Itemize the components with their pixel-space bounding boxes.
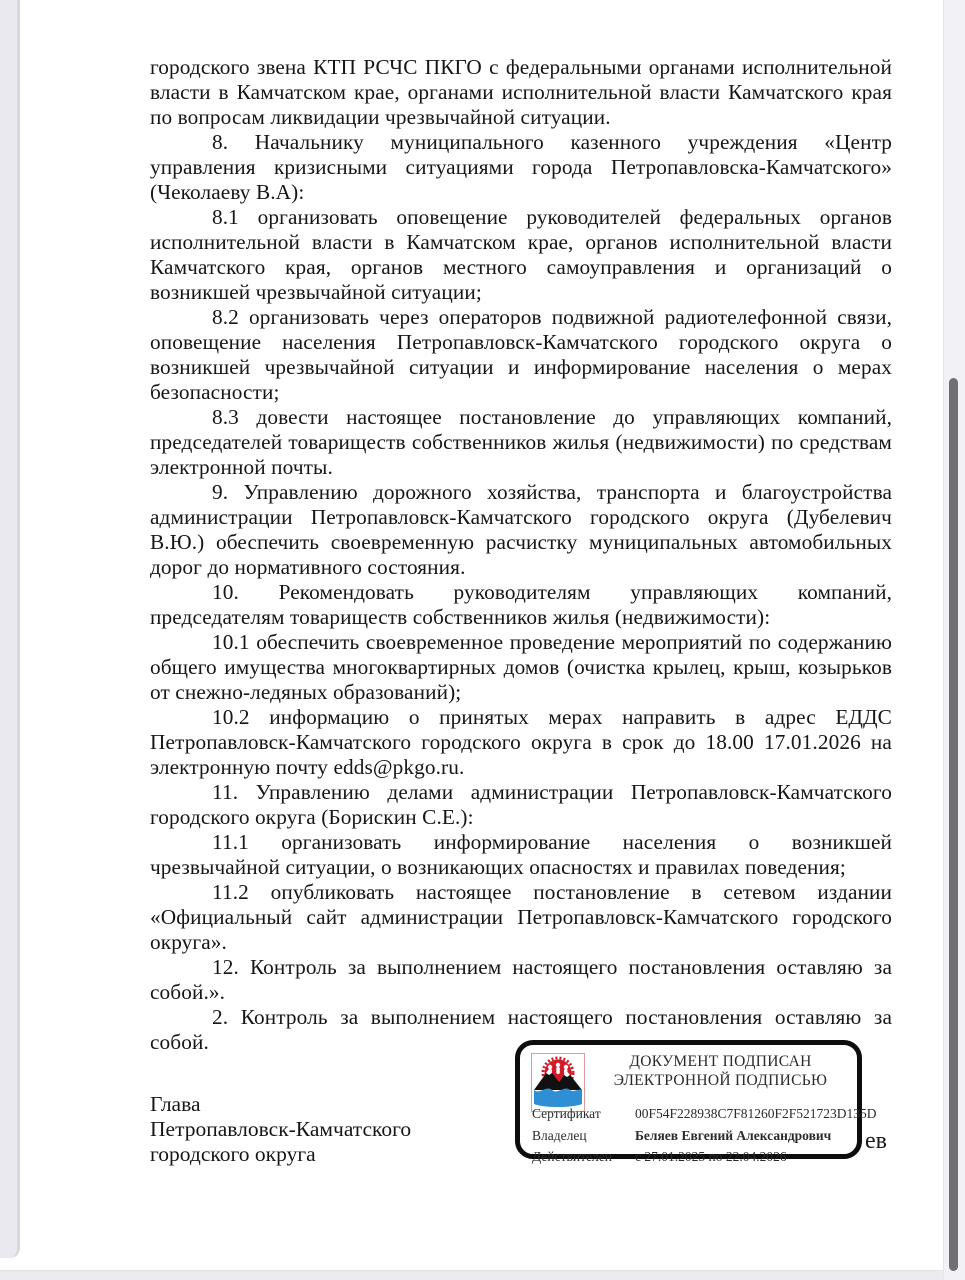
document-paragraph: 10.2 информацию о принятых мерах направить в адрес ЕДДС Петропавловск-Камчатского городского округа в срок до 18.00 17.01.2026 на электронную почту edds@pkgo.ru. (150, 705, 892, 779)
stamp-owner-row (532, 1125, 849, 1147)
viewer-bottom-edge (0, 1270, 965, 1280)
signatory-block (150, 1092, 411, 1167)
stamp-certificate-label: Сертификат (532, 1106, 601, 1121)
signature-text-fragment: ев (865, 1128, 887, 1154)
page-stack-edge (0, 0, 20, 1258)
signatory-title-line: Глава (150, 1092, 201, 1116)
document-paragraph: 8.3 довести настоящее постановление до управляющих компаний, председателей товариществ собственников жилья (недвижимости) по средствам электронной почты. (150, 405, 892, 479)
document-paragraph: 2. Контроль за выполнением настоящего постановления оставляю за собой. (150, 1005, 892, 1054)
stamp-owner-label: Владелец (532, 1127, 587, 1143)
stamp-title (590, 1052, 851, 1090)
document-paragraph: 8. Начальнику муниципального казенного учреждения «Центр управления кризисными ситуациями города Петропавловска-Камчатского» (Чеколаеву В.А): (150, 130, 892, 204)
stamp-title-line2: ЭЛЕКТРОННОЙ ПОДПИСЬЮ (613, 1072, 828, 1089)
document-paragraph: 10. Рекомендовать руководителям управляющих компаний, председателям товариществ собственников жилья (недвижимости): (150, 580, 892, 629)
stamp-validity-row (532, 1146, 849, 1168)
document-page (150, 55, 892, 1055)
signature-stamp (515, 1040, 877, 1164)
stamp-title-line1: ДОКУМЕНТ ПОДПИСАН (629, 1053, 812, 1070)
signatory-title-line: городского округа (150, 1142, 316, 1166)
scrollbar-track[interactable] (943, 0, 965, 1280)
document-paragraph: 12. Контроль за выполнением настоящего постановления оставляю за собой.». (150, 955, 892, 1004)
stamp-certificate-row (532, 1103, 877, 1125)
document-paragraph: 8.1 организовать оповещение руководителей федеральных органов исполнительной власти в Камчатском крае, органов исполнительной власти Камчатского края, органов местного самоуправления и организаций о возникшей чрезвычайной ситуации; (150, 205, 892, 304)
document-paragraph: 11.1 организовать информирование населения о возникшей чрезвычайной ситуации, о возникающих опасностях и правилах поведения; (150, 830, 892, 879)
document-paragraph: городского звена КТП РСЧС ПКГО с федеральными органами исполнительной власти в Камчатском крае, органами исполнительной власти Камчатского края по вопросам ликвидации чрезвычайной ситуации. (150, 55, 892, 129)
signatory-title-line: Петропавловск-Камчатского (150, 1117, 412, 1141)
stamp-validity-value: с 27.01.2025 по 22.04.2026 (635, 1149, 787, 1164)
scrollbar-thumb[interactable] (949, 378, 958, 1271)
document-paragraph: 11.2 опубликовать настоящее постановление в сетевом издании «Официальный сайт администрации Петропавловск-Камчатского городского округа». (150, 880, 892, 954)
document-paragraph: 9. Управлению дорожного хозяйства, транспорта и благоустройства администрации Петропавловск-Камчатского городского округа (Дубелевич В.Ю.) обеспечить своевременную расчистку муниципальных автомобильных дорог до нормативного состояния. (150, 480, 892, 579)
document-paragraph: 11. Управлению делами администрации Петропавловск-Камчатского городского округа (Борискин С.Е.): (150, 780, 892, 829)
document-paragraph: 10.1 обеспечить своевременное проведение мероприятий по содержанию общего имущества многоквартирных домов (очистка крылец, крыш, козырьков от снежно-ледяных образований); (150, 630, 892, 704)
stamp-details (532, 1103, 877, 1168)
document-paragraph: 8.2 организовать через операторов подвижной радиотелефонной связи, оповещение населения Петропавловск-Камчатского городского округа о возникшей чрезвычайной ситуации и информирование населения о мерах безопасности; (150, 305, 892, 404)
stamp-certificate-value: 00F54F228938C7F81260F2F521723D135D (635, 1106, 877, 1121)
stamp-owner-value: Беляев Евгений Александрович (635, 1127, 832, 1143)
stamp-validity-label: Действителен (532, 1149, 612, 1164)
